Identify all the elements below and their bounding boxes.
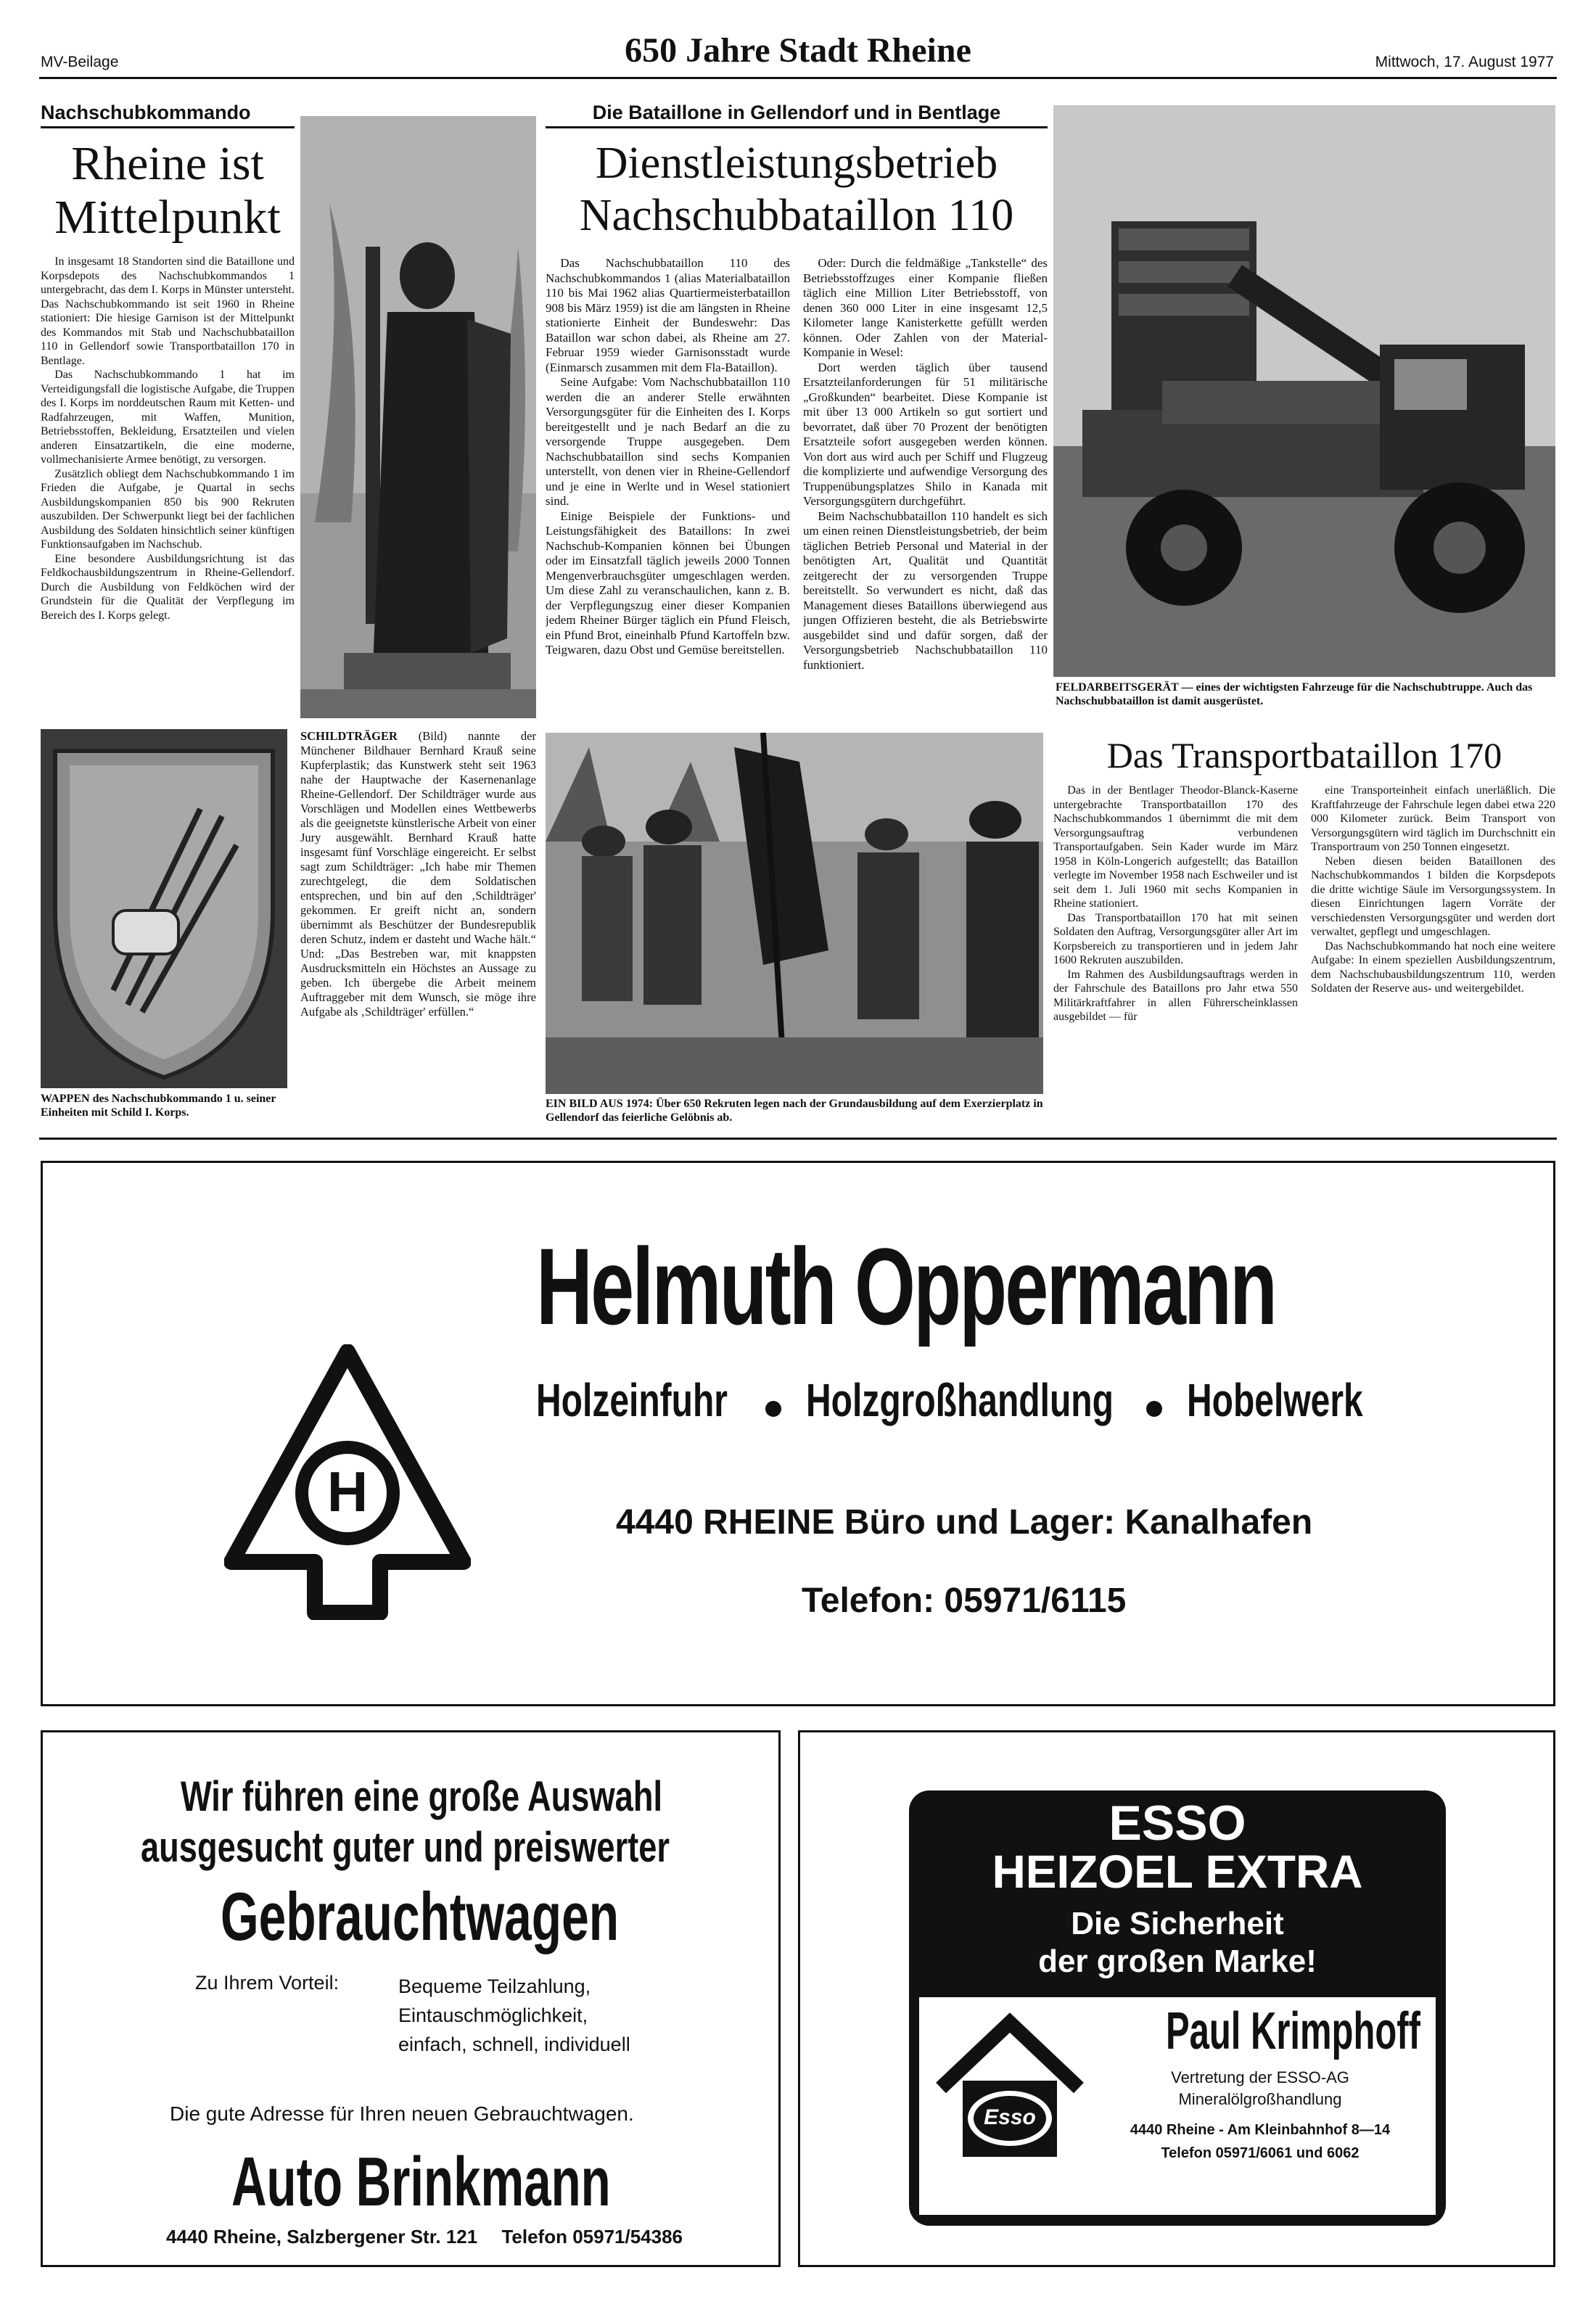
article-headline: Rheine ist Mittelpunkt — [54, 137, 281, 244]
ad-address: 4440 Rheine - Am Kleinbahnhof 8—14 — [1130, 2122, 1391, 2138]
ad-address: 4440 RHEINE Büro und Lager: Kanalhafen — [616, 1503, 1313, 1542]
esso-logo-text: Esso — [984, 2105, 1036, 2129]
ad-service: Hobelwerk — [1187, 1374, 1363, 1426]
logo-letter: H — [326, 1460, 369, 1523]
caption-lead: SCHILDTRÄGER — [300, 729, 398, 743]
article-columns — [546, 256, 1048, 706]
ad-address-line — [166, 2226, 683, 2248]
paragraph: Das Nachschubkommando hat noch eine weitere Aufgabe: In einem speziellen Ausbildungszentrum, dem Nachschubausbildungszentrum 110, werden Soldaten der Reserve aus- und weitergebildet. — [1311, 939, 1555, 995]
ad-phone: Telefon 05971/54386 — [501, 2226, 683, 2248]
article-column — [803, 256, 1048, 706]
caption-text: des Nachschubkommando 1 u. seiner Einheiten mit Schild I. Korps. — [41, 1093, 276, 1119]
ad-services — [536, 1373, 1479, 1427]
header-left: MV-Beilage — [41, 54, 119, 70]
article-column — [546, 256, 790, 706]
caption-lead: WAPPEN — [41, 1093, 90, 1105]
caption-text: — eines der wichtigsten Fahrzeuge für die Nachschubtruppe. Auch das Nachschubbataillon ist damit ausgerüstet. — [1056, 681, 1533, 707]
article-headline: Dienstleistungsbetrieb Nachschubbataillon 110 — [579, 139, 1014, 240]
ad-subline: Mineralölgroßhandlung — [1178, 2090, 1342, 2108]
coat-of-arms-illustration — [41, 729, 287, 1088]
article-nachschubkommando — [41, 102, 295, 725]
forklift-truck-illustration — [1053, 105, 1555, 677]
paragraph: Das Nachschubbataillon 110 des Nachschubkommandos 1 (alias Materialbataillon 110 bis Mai 1962 alias Quartiermeisterbataillon 908 bis März 1959) ist die am längsten in Rheine stationierte Einheit der Bundeswehr: Das Bataillon war schon dabei, als Rheine am 27. Februar 1959 wieder Garnisonsstadt wurde (Einmarsch zusammen mit dem Fla-Bataillon). — [546, 256, 790, 374]
article-body — [41, 255, 295, 719]
esso-slogan: Die Sicherheit — [1071, 1906, 1284, 1941]
paragraph: Das Nachschubkommando 1 hat im Verteidigungsfall die logistische Aufgabe, die Truppen des I. Korps im norddeutschen Raum mit Ketten- und Radfahrzeugen, mit Waffen, Munition, Betriebsstoffen, Bekleidung, Ersatzteilen und vielen anderen Einsatzartikeln, die eine moderne, vollmechanisierte Armee benötigt, zu versorgen. — [41, 369, 295, 466]
article-column — [1053, 784, 1298, 1117]
article-columns — [1053, 784, 1555, 1117]
wappen-caption — [41, 1092, 287, 1121]
paragraph: Im Rahmen des Ausbildungsauftrags werden in der Fahrschule des Bataillons pro Jahr etwa 550 Militärkraftfahrer in allen Führerscheinklassen ausgebildet — für — [1053, 968, 1298, 1023]
paragraph: Beim Nachschubbataillon 110 handelt es sich um einen reinen Dienstleistungsbetrieb, der beim täglichen Betrieb Personal und Material in der benötigten Art, Qualität und Quantität zeitgerecht der zu versorgenden Truppe bereitstellt. So verwundert es nicht, daß das Management dieses Bataillons überwiegend aus jungen Offizieren besteht, die als Betriebswirte ausgebildet sind und dafür sorgen, daß der Versorgungsbetrieb Nachschubbataillon 110 funktioniert. — [803, 509, 1048, 672]
paragraph: Oder: Durch die feldmäßige „Tankstelle“ des Betriebsstoffzuges einer Kompanie fließen täglich eine Million Liter Betriebsstoff, von denen 360 000 Liter in eine insgesamt 12,5 Kilometer lange Kanisterkette gefüllt werden können. Oder Zahlen von der Material-Kompanie in Wesel: — [803, 256, 1048, 359]
ad-line: ausgesucht guter und preiswerter — [141, 1824, 670, 1871]
truck-caption — [1056, 680, 1556, 712]
ad-phone: Telefon: 05971/6115 — [802, 1582, 1127, 1620]
ad-phone: Telefon 05971/6061 und 6062 — [1161, 2145, 1360, 2161]
ad-service: Holzgroßhandlung — [805, 1374, 1114, 1426]
article-nachschubbataillon — [546, 102, 1048, 725]
house-icon — [934, 2012, 1086, 2164]
ad-service: Holzeinfuhr — [536, 1374, 728, 1426]
paragraph: Das in der Bentlager Theodor-Blanck-Kaserne untergebrachte Transportbataillon 170 des Nachschubkommandos 1 übernimmt die mit dem Versorgungsauftrag verbundenen Transportaufgaben. Sein Kader wurde im März 1958 in Köln-Longerich aufgestellt; das Bataillon verlegte im November 1958 nach Eschweiler und ist seit dem 1. Juli 1960 mit sechs Kompanien in Rheine stationiert. — [1053, 784, 1298, 910]
esso-slogan: der großen Marke! — [1038, 1944, 1317, 1979]
benefit-item: Bequeme Teilzahlung, — [398, 1975, 591, 1997]
ad-subline: Vertretung der ESSO-AG — [1171, 2068, 1349, 2086]
esso-house-logo — [934, 2012, 1086, 2164]
paragraph: Eine besondere Ausbildungsrichtung ist das Feldkochausbildungszentrum in Rheine-Gellendorf. Durch die Ausbildung von Feldköchen wird der Grundstein für die Qualität der Verpflegung im Bereich des I. Korps gelegt. — [41, 552, 295, 622]
soldiers-caption — [546, 1097, 1043, 1129]
statue-photo — [300, 116, 536, 718]
paragraph: Das Transportbataillon 170 hat mit seinen Soldaten den Auftrag, Versorgungsgüter aller Art im Korpsbereich zu transportieren und in jedem Jahr 1600 Rekruten auszubilden. — [1053, 911, 1298, 966]
esso-brand: ESSO — [1108, 1796, 1246, 1851]
ad-brinkmann — [41, 1730, 781, 2267]
paragraph: Einige Beispiele der Funktions- und Leistungsfähigkeit des Bataillons: In zwei Nachschub-Kompanien können bei Übungen oder im Einsatzfall täglich jeweils 2000 Tonnen Mengenverbrauchsgüter umgeschlagen werden. Um diese Zahl zu veranschaulichen, kann z. B. der Verpflegungszug einer dieser Kompanien jedem Rheiner Bürger täglich ein Pfund Fleisch, ein Pfund Brot, eineinhalb Pfund Kartoffeln bzw. Teigwaren, dazu Obst und Gemüse bereitstellen. — [546, 509, 790, 657]
paragraph: Neben diesen beiden Bataillonen des Nachschubkommandos 1 bilden die Korpsdepots die dritte wichtige Säule im Versorgungssystem. In diesen Einrichtungen lagern Vorräte der verschiedensten Versorgungsgüter und werden dort verwaltet, gepflegt und umgeschlagen. — [1311, 855, 1555, 938]
statue-illustration — [300, 116, 536, 718]
benefit-item: Eintauschmöglichkeit, — [398, 2004, 588, 2026]
ad-esso — [798, 1730, 1555, 2267]
section-rule — [39, 1138, 1557, 1140]
paragraph: eine Transporteinheit einfach unerläßlich. Die Kraftfahrzeuge der Fahrschule legen dabei etwa 220 000 Kilometer zurück. Beim Transport von Versorgungsgütern wird täglich im Durchschnitt ein Transportraum von 250 Tonnen eingesetzt. — [1311, 784, 1555, 853]
benefit-item: einfach, schnell, individuell — [398, 2033, 630, 2055]
oppermann-logo — [224, 1344, 471, 1620]
esso-white-box — [919, 1997, 1436, 2215]
wappen-photo — [41, 729, 287, 1088]
soldiers-ceremony-illustration — [546, 733, 1043, 1094]
paragraph: Zusätzlich obliegt dem Nachschubkommando 1 im Frieden die Aufgabe, je Quartal in sechs Ausbildungskompanien 850 bis 900 Rekruten auszubilden. Der Schwerpunkt liegt bei der fachlichen Ausbildung des Soldaten hinsichtlich seiner künftigen Funktionsaufgaben im Nachschub. — [41, 467, 295, 551]
article-column — [1311, 784, 1555, 1117]
bullet-icon — [1146, 1401, 1162, 1417]
article-headline: Das Transportbataillon 170 — [1106, 735, 1502, 776]
statue-caption — [300, 729, 536, 1114]
paragraph: Seine Aufgabe: Vom Nachschubbataillon 110 werden die an anderer Stelle erwähnten Versorgungsgüter für die Einheiten des I. Korps bereitgestellt und je nach Bedarf an die zu versorgende Truppe ausgegeben. Dem Nachschubbataillon sind sechs Kompanien unterstellt, von denen vier in Rheine-Gellendorf und je eine in Werlte und in Wesel stationiert sind. — [546, 375, 790, 508]
ad-tagline: Die gute Adresse für Ihren neuen Gebrauchtwagen. — [170, 2102, 634, 2125]
paragraph: In insgesamt 18 Standorten sind die Bataillone und Korpsdepots des Nachschubkommandos 1 untergebracht, das dem I. Korps in Münster untersteht. Das Nachschubkommando ist seit 1960 in Rheine stationiert: Die hiesige Garnison ist der Mittelpunkt des Kommandos mit Stab und Nachschubbataillon 110 in Gellendorf sowie Transportbataillon 170 in Bentlage. — [41, 255, 295, 367]
ad-company-name: Helmuth Oppermann — [536, 1225, 1276, 1347]
header-date: Mittwoch, 17. August 1977 — [1375, 54, 1554, 70]
article-kicker: Die Bataillone in Gellendorf und in Bentlage — [546, 102, 1048, 128]
header-rule — [39, 77, 1557, 79]
bullet-icon — [765, 1401, 781, 1417]
article-transportbataillon — [1053, 733, 1555, 1132]
caption-text: (Bild) nannte der Münchener Bildhauer Bernhard Krauß seine Kupferplastik; das Kunstwerk steht seit 1963 nahe der Hauptwache der Kasernenanlage Rheine-Gellendorf. Der Schildträger wurde aus Vorschlägen und Modellen eines Wettbewerbs als die geeignetste künstlerische Arbeit von einer Jury ausgewählt. Bernhard Krauß hatte insgesamt fünf Vorschläge eingereicht. Er selbst sagt zum Schildträger: „Ich habe mir Themen zurechtgelegt, die dem Soldatischen entsprechen, und bin auf den ‚Schildträger' gekommen. Er greift nicht an, sondern übernimmt als Beschützer der Bundesrepublik deren Schutz, indem er dasteht und Wache hält.“ Und: „Das Bestreben war, mit knappsten Ausdrucksmitteln ein Höchstes an Aussage zu geben. Ich übergebe die Arbeit meinem Auftraggeber mit dem Wunsch, sie möge ihre Aufgabe als ‚Schildträger' erfüllen.“ — [300, 729, 536, 1019]
esso-black-panel — [909, 1790, 1446, 2226]
esso-product: HEIZOEL EXTRA — [992, 1846, 1363, 1898]
ad-company-name: Auto Brinkmann — [231, 2143, 611, 2221]
caption-lead: FELDARBEITSGERÄT — [1056, 681, 1179, 694]
ad-line: Wir führen eine große Auswahl — [181, 1773, 663, 1820]
caption-text: Über 650 Rekruten legen nach der Grundausbildung auf dem Exerzierplatz in Gellendorf das feierliche Gelöbnis ab. — [546, 1098, 1043, 1124]
caption-lead: EIN BILD AUS 1974: — [546, 1098, 654, 1110]
ad-company-name: Paul Krimphoff — [1166, 2002, 1420, 2060]
truck-photo — [1053, 105, 1555, 677]
ad-oppermann — [41, 1161, 1555, 1706]
benefit-label: Zu Ihrem Vorteil: — [195, 1972, 340, 1994]
page-title: 650 Jahre Stadt Rheine — [625, 31, 971, 70]
ad-address: 4440 Rheine, Salzbergener Str. 121 — [166, 2226, 478, 2248]
benefit-list — [398, 1972, 630, 2059]
ad-headline: Gebrauchtwagen — [221, 1878, 620, 1954]
paragraph: Dort werden täglich über tausend Ersatzteilanforderungen für 51 militärische „Großkunden“ bearbeitet. Diese Kompanie ist mit über 13 000 Artikeln so gut sortiert und bevorratet, daß über 70 Prozent der benötigten Ersatzteile sofort ausgegeben werden können. Von dort aus wird auch per Schiff und Flugzeug die komplizierte und aufwendige Versorgung des Truppenübungsplatzes Shilo in Kanada mit Versorgungsgütern durchgeführt. — [803, 360, 1048, 508]
soldiers-photo — [546, 733, 1043, 1094]
article-kicker: Nachschubkommando — [41, 102, 295, 128]
